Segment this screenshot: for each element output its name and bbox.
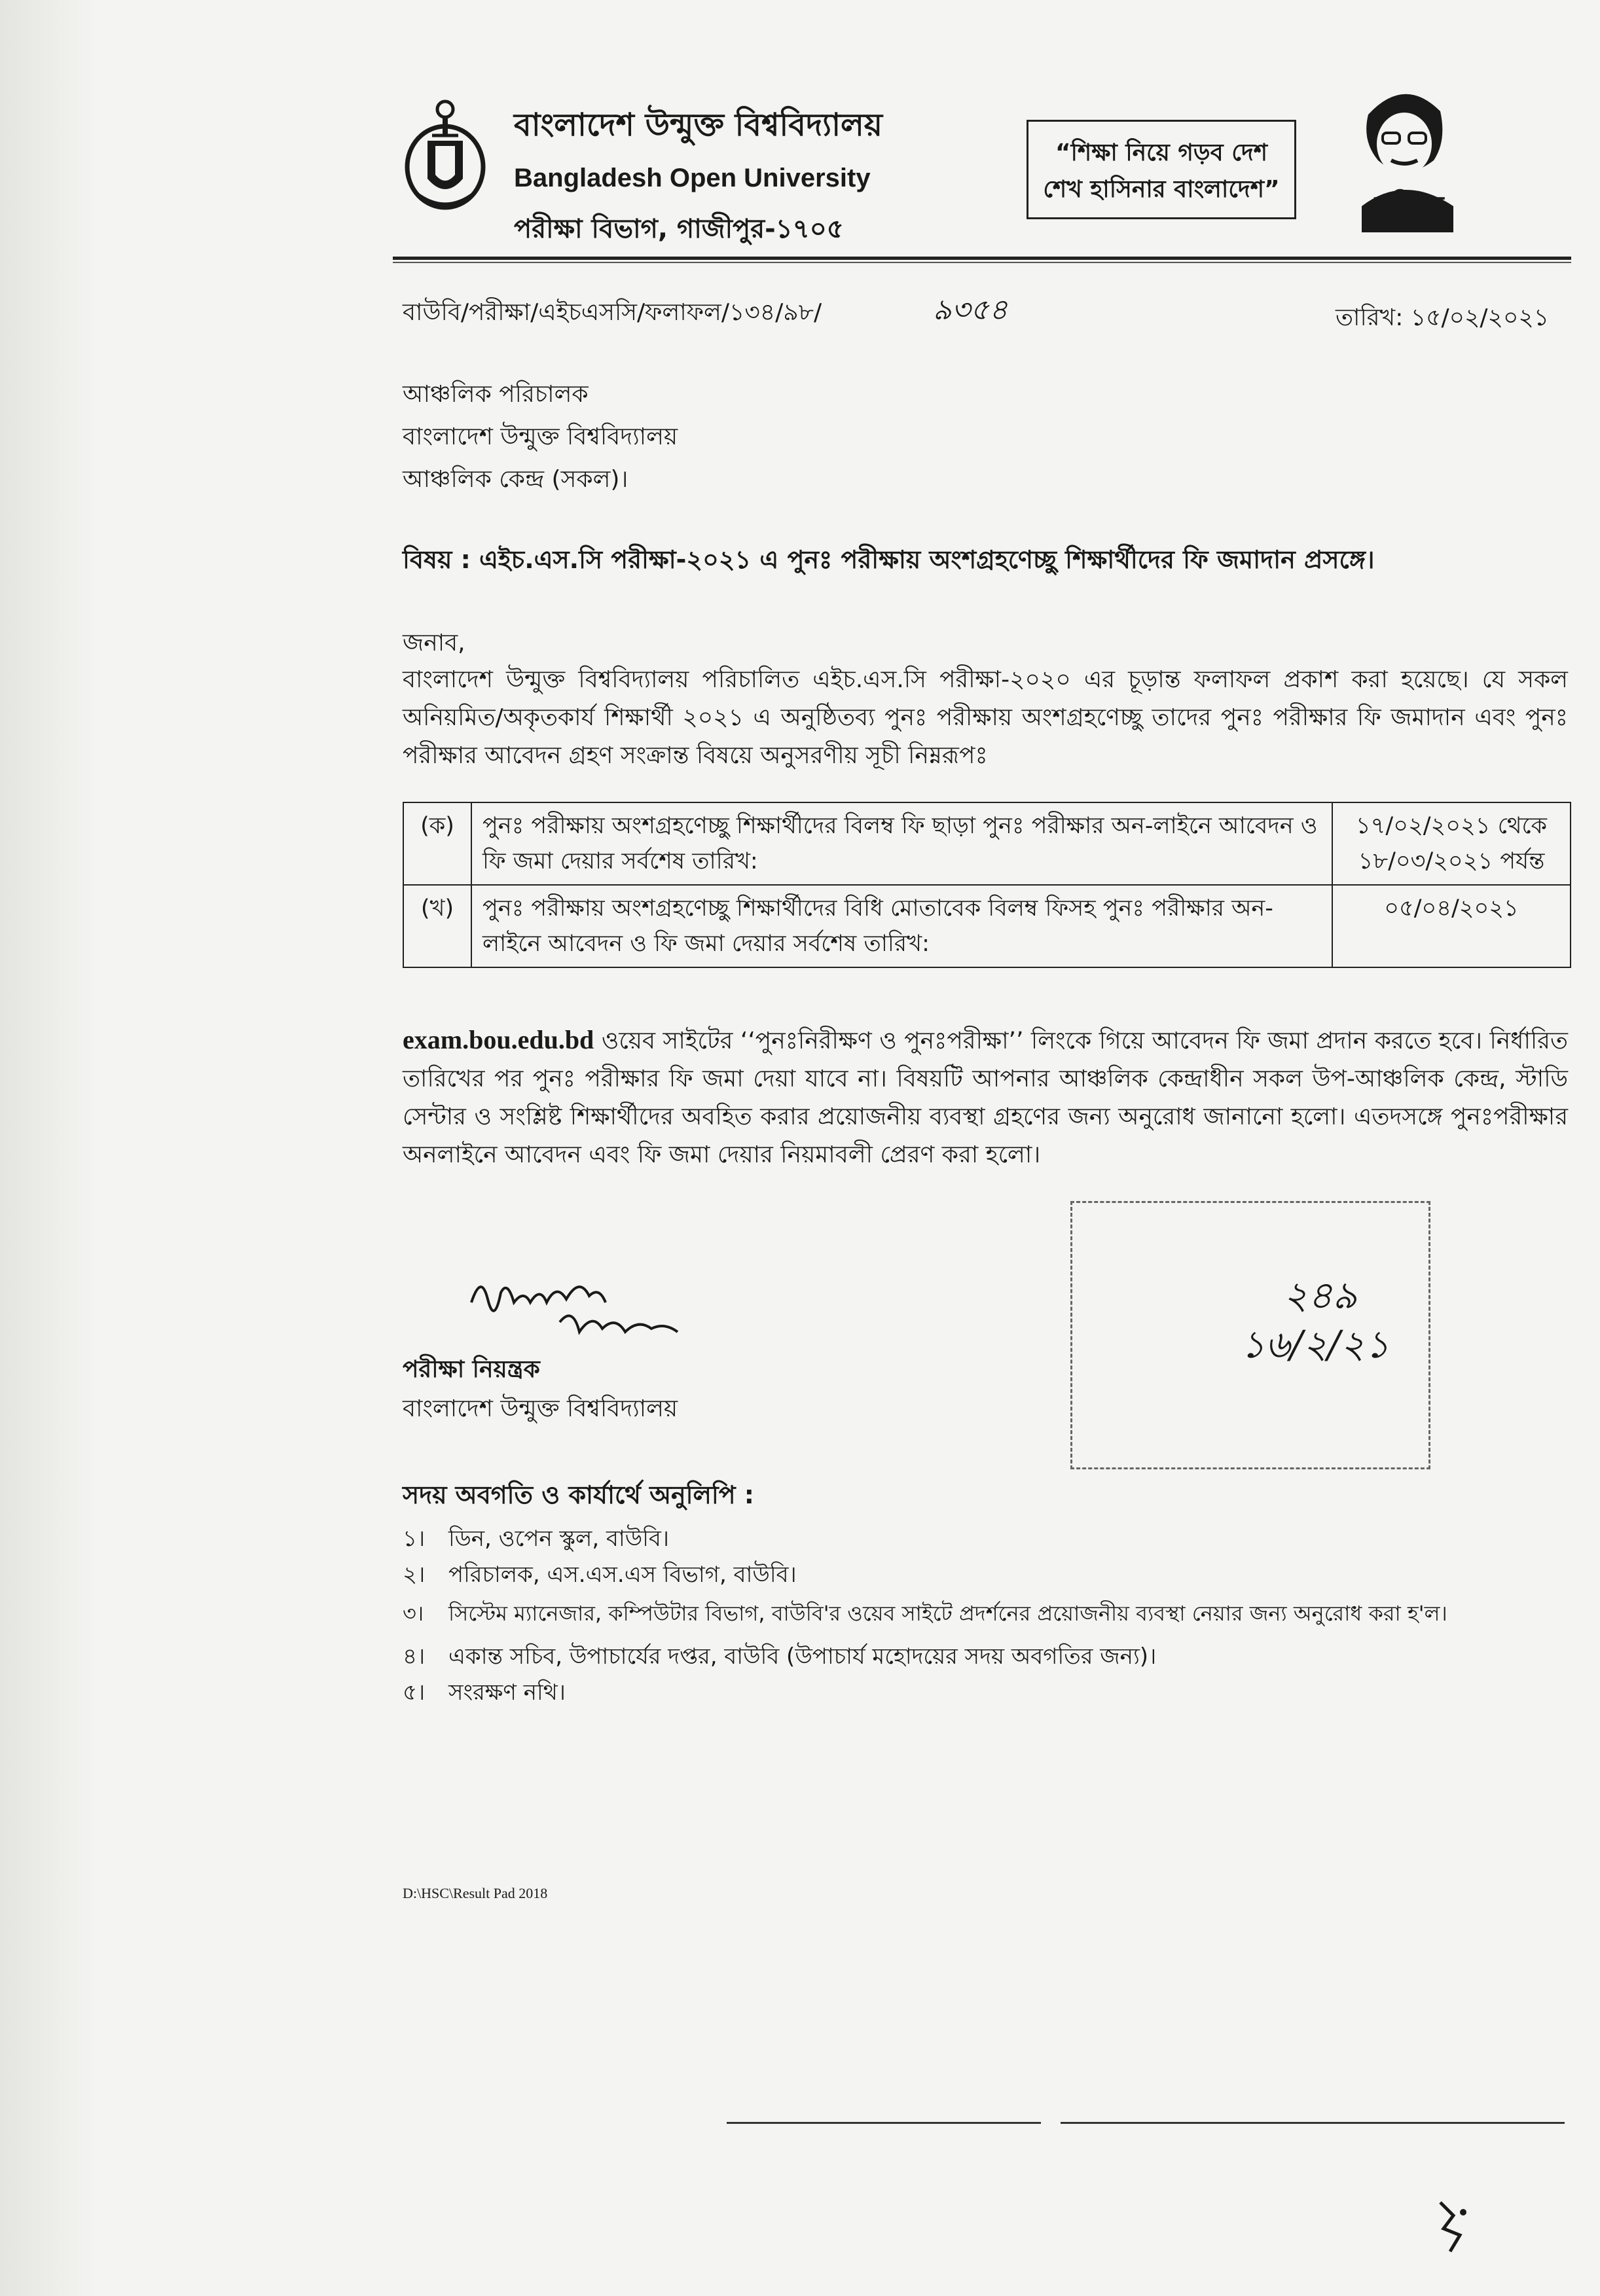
cc-number: ৪। <box>403 1643 426 1670</box>
website-link[interactable]: exam.bou.edu.bd <box>403 1025 594 1054</box>
cc-text: পরিচালক, এস.এস.এস বিভাগ, বাউবি। <box>448 1562 797 1588</box>
slogan-line-2: শেখ হাসিনার বাংলাদেশ” <box>1043 176 1280 203</box>
schedule-description: পুনঃ পরীক্ষায় অংশগ্রহণেচ্ছু শিক্ষার্থীদের বিলম্ব ফি ছাড়া পুনঃ পরীক্ষার অন-লাইনে আবেদন ও ফি জমা দেয়ার সর্বশেষ তারিখ: <box>471 802 1332 885</box>
bottom-rule-left <box>727 2122 1041 2124</box>
cc-text: সিস্টেম ম্যানেজার, কম্পিউটার বিভাগ, বাউবি'র ওয়েব সাইটে প্রদর্শনের প্রয়োজনীয় ব্যবস্থা নেয়ার জন্য অনুরোধ করা হ'ল। <box>448 1601 1447 1626</box>
list-item <box>403 1640 1156 1677</box>
footer-file-path: D:\HSC\Result Pad 2018 <box>403 1885 548 1901</box>
header-rule-thin <box>393 262 1571 263</box>
list-item <box>403 1676 566 1713</box>
university-logo-icon <box>403 95 488 213</box>
schedule-date-line-1: ০৫/০৪/২০২১ <box>1384 895 1519 922</box>
cc-text: একান্ত সচিব, উপাচার্যের দপ্তর, বাউবি (উপাচার্য মহোদয়ের সদয় অবগতির জন্য)। <box>448 1643 1157 1670</box>
body-text: ওয়েব সাইটের ‘‘পুনঃনিরীক্ষণ ও পুনঃপরীক্ষা’’ লিংকে গিয়ে আবেদন ফি জমা প্রদান করতে হবে। নির্ধারিত তারিখের পর পুনঃ পরীক্ষার ফি জমা দেয়া যাবে না। বিষয়টি আপনার আঞ্চলিক কেন্দ্রাধীন সকল উপ-আঞ্চলিক কেন্দ্র, স্টাডি সেন্টার ও সংশ্লিষ্ট শিক্ষার্থীদের অবহিত করার প্রয়োজনীয় ব্যবস্থা গ্রহণের জন্য অনুরোধ জানানো হলো। এতদসঙ্গে পুনঃপরীক্ষার অনলাইনে আবেদন এবং ফি জমা দেয়ার নিয়মাবলী প্রেরণ করা হলো। <box>403 1028 1568 1168</box>
mujib-logo-text: মুজিব <box>1375 189 1444 224</box>
cc-text: ডিন, ওপেন স্কুল, বাউবি। <box>448 1526 670 1552</box>
list-item <box>403 1522 669 1559</box>
schedule-serial: (খ) <box>403 885 471 967</box>
university-name-en: Bangladesh Open University <box>514 164 871 192</box>
salutation: জনাব, <box>403 630 465 656</box>
memo-reference: বাউবি/পরীক্ষা/এইচএসসি/ফলাফল/১৩৪/৯৮/ <box>403 299 822 326</box>
memo-date: তারিখ: ১৫/০২/২০২১ <box>1336 304 1550 331</box>
cc-number: ২। <box>403 1562 426 1588</box>
schedule-date <box>1332 885 1571 967</box>
body-paragraph <box>403 1021 1568 1174</box>
memo-handwritten-number: ৯৩৫৪ <box>933 293 1008 327</box>
letter-subject: বিষয় : এইচ.এস.সি পরীক্ষা-২০২১ এ পুনঃ পরীক্ষায় অংশগ্রহণেচ্ছু শিক্ষার্থীদের ফি জমাদান প্রসঙ্গে। <box>403 545 1375 574</box>
table-row <box>403 885 1571 967</box>
list-item <box>403 1597 1447 1632</box>
slogan-box <box>1027 120 1296 219</box>
schedule-date <box>1332 802 1571 885</box>
intro-paragraph: বাংলাদেশ উন্মুক্ত বিশ্ববিদ্যালয় পরিচালিত এইচ.এস.সি পরীক্ষা-২০২০ এর চূড়ান্ত ফলাফল প্রকাশ করা হয়েছে। যে সকল অনিয়মিত/অকৃতকার্য শিক্ষার্থী ২০২১ এ অনুষ্ঠিতব্য পুনঃ পরীক্ষায় অংশগ্রহণেচ্ছু তাদের পুনঃ পরীক্ষার ফি জমাদান এবং পুনঃ পরীক্ষার আবেদন গ্রহণ সংক্রান্ত বিষয়ে অনুসরণীয় সূচী নিম্নরূপঃ <box>403 666 1568 769</box>
department-address: পরীক্ষা বিভাগ, গাজীপুর-১৭০৫ <box>514 214 844 244</box>
signer-org: বাংলাদেশ উন্মুক্ত বিশ্ববিদ্যালয় <box>403 1395 678 1422</box>
address-line-3: আঞ্চলিক কেন্দ্র (সকল)। <box>403 466 628 493</box>
schedule-description: পুনঃ পরীক্ষায় অংশগ্রহণেচ্ছু শিক্ষার্থীদের বিধি মোতাবেক বিলম্ব ফিসহ পুনঃ পরীক্ষার অন-লাইনে আবেদন ও ফি জমা দেয়ার সর্বশেষ তারিখ: <box>471 885 1332 967</box>
list-item <box>403 1558 797 1595</box>
schedule-serial: (ক) <box>403 802 471 885</box>
slogan-line-1: “শিক্ষা নিয়ে গড়ব দেশ <box>1055 139 1268 166</box>
cc-title: সদয় অবগতি ও কার্যার্থে অনুলিপি : <box>403 1480 754 1509</box>
stamp-number: ২৪৯ <box>1283 1273 1357 1318</box>
schedule-date-line-1: ১৭/০২/২০২১ থেকে <box>1355 813 1548 839</box>
address-line-2: বাংলাদেশ উন্মুক্ত বিশ্ববিদ্যালয় <box>403 423 678 450</box>
stamp-date: ১৬/২/২১ <box>1241 1322 1390 1367</box>
schedule-date-line-2: ১৮/০৩/২০২১ পর্যন্ত <box>1358 848 1545 874</box>
schedule-table <box>403 802 1571 968</box>
scan-edge-strip <box>0 0 98 2296</box>
scan-mark-icon <box>1434 2196 1473 2255</box>
signer-title: পরীক্ষা নিয়ন্ত্রক <box>403 1356 540 1383</box>
table-row <box>403 802 1571 885</box>
cc-number: ৩। <box>403 1601 424 1626</box>
address-line-1: আঞ্চলিক পরিচালক <box>403 381 589 408</box>
header-rule <box>393 257 1571 260</box>
university-name-bn: বাংলাদেশ উন্মুক্ত বিশ্ববিদ্যালয় <box>514 107 883 143</box>
cc-number: ৫। <box>403 1679 426 1706</box>
cc-number: ১। <box>403 1526 426 1552</box>
bottom-rule-right <box>1061 2122 1565 2124</box>
cc-text: সংরক্ষণ নথি। <box>448 1679 566 1706</box>
handwritten-signature <box>468 1266 691 1348</box>
